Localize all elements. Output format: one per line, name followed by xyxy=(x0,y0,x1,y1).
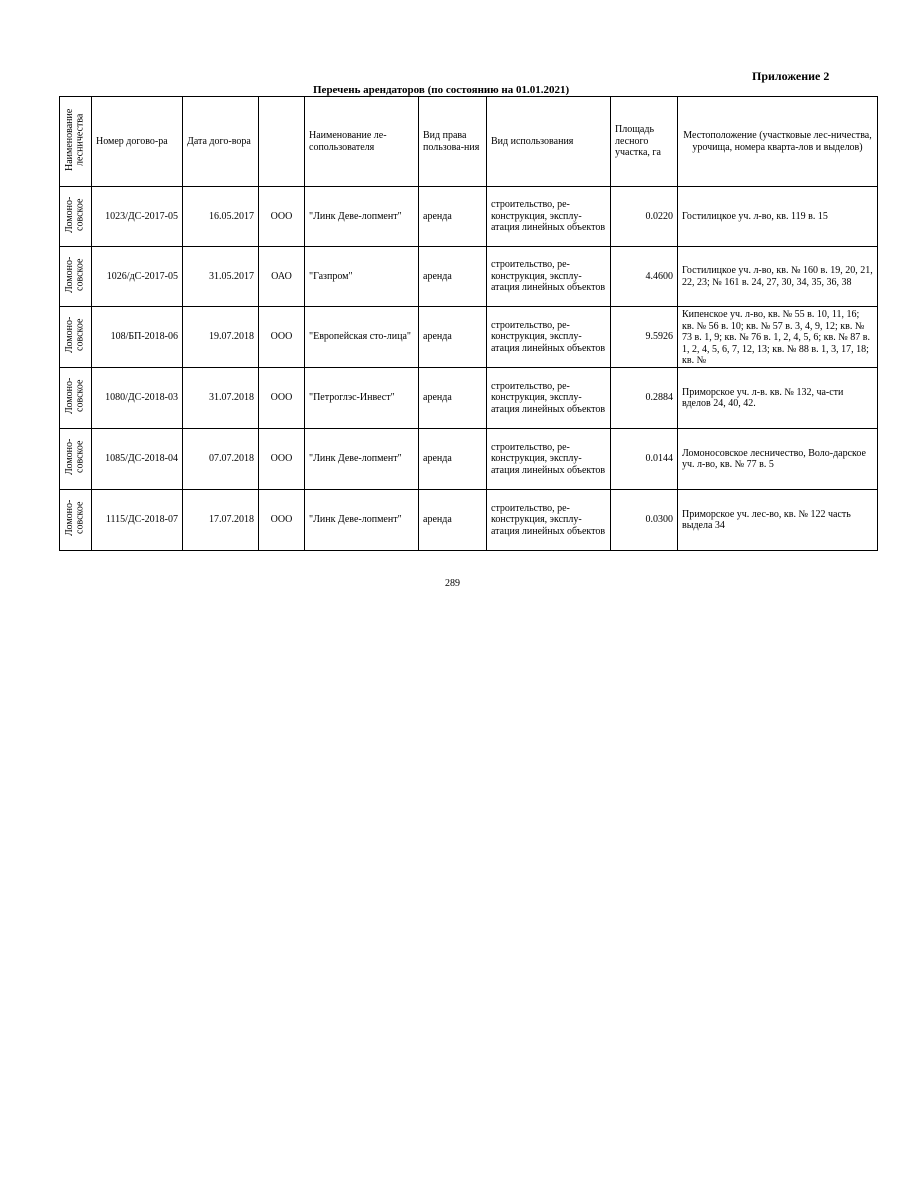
cell-forestry: Ломоно-совское xyxy=(60,368,92,429)
cell-use-type: строительство, ре-конструкция, эксплу-атация линейных объектов xyxy=(487,429,611,490)
cell-area: 0.0144 xyxy=(611,429,678,490)
cell-use-type: строительство, ре-конструкция, эксплу-атация линейных объектов xyxy=(487,490,611,551)
cell-use-type: строительство, ре-конструкция, эксплу-атация линейных объектов xyxy=(487,247,611,307)
cell-user-name: "Газпром" xyxy=(305,247,419,307)
table-row xyxy=(60,307,878,368)
location-clipped-text: Кипенское уч. л-во, кв. № 55 в. 10, 11, 16; кв. № 56 в. 10; кв. № 57 в. 3, 4, 9, 12; кв. № 73 в. 1, 9; кв. № 76 в. 1, 2, 4, 5, 6; кв. № 87 в. 1, 2, 4, 5, 6, 7, 12, 13; кв. № 88 в. 1, 3, 17, 18; кв. № xyxy=(682,309,870,365)
header-use-type: Вид использования xyxy=(487,97,611,187)
cell-right-type: аренда xyxy=(419,368,487,429)
cell-contract-no: 108/БП-2018-06 xyxy=(92,307,183,368)
cell-contract-no: 1085/ДС-2018-04 xyxy=(92,429,183,490)
cell-user-name: "Линк Деве-лопмент" xyxy=(305,187,419,247)
header-contract-date: Дата дого-вора xyxy=(183,97,259,187)
cell-org-form: ООО xyxy=(259,429,305,490)
header-user-name: Наименование ле-сопользователя xyxy=(305,97,419,187)
cell-forestry: Ломоно-совское xyxy=(60,247,92,307)
cell-contract-no: 1023/ДС-2017-05 xyxy=(92,187,183,247)
appendix-label: Приложение 2 xyxy=(752,69,830,83)
cell-forestry: Ломоно-совское xyxy=(60,307,92,368)
cell-contract-no: 1080/ДС-2018-03 xyxy=(92,368,183,429)
cell-right-type: аренда xyxy=(419,187,487,247)
cell-contract-date: 31.07.2018 xyxy=(183,368,259,429)
cell-use-type: строительство, ре-конструкция, эксплу-атация линейных объектов xyxy=(487,368,611,429)
table-row xyxy=(60,187,878,247)
cell-user-name: "Петроглэс-Инвест" xyxy=(305,368,419,429)
cell-contract-no: 1026/дС-2017-05 xyxy=(92,247,183,307)
cell-forestry: Ломоно-совское xyxy=(60,490,92,551)
cell-org-form: ООО xyxy=(259,307,305,368)
cell-user-name: "Линк Деве-лопмент" xyxy=(305,429,419,490)
header-forestry: Наименование лесничества xyxy=(60,97,92,187)
cell-location: Ломоносовское лесничество, Воло-дарское уч. л-во, кв. № 77 в. 5 xyxy=(678,429,878,490)
header-right-type: Вид права пользова-ния xyxy=(419,97,487,187)
cell-user-name: "Европейская сто-лица" xyxy=(305,307,419,368)
header-row xyxy=(60,97,878,187)
cell-use-type: строительство, ре-конструкция, эксплу-атация линейных объектов xyxy=(487,307,611,368)
cell-area: 4.4600 xyxy=(611,247,678,307)
cell-user-name: "Линк Деве-лопмент" xyxy=(305,490,419,551)
cell-org-form: ООО xyxy=(259,490,305,551)
document-title: Перечень арендаторов (по состоянию на 01.01.2021) xyxy=(313,84,570,96)
cell-contract-date: 31.05.2017 xyxy=(183,247,259,307)
cell-org-form: ООО xyxy=(259,368,305,429)
cell-contract-date: 19.07.2018 xyxy=(183,307,259,368)
cell-use-type: строительство, ре-конструкция, эксплу-атация линейных объектов xyxy=(487,187,611,247)
cell-forestry: Ломоно-совское xyxy=(60,187,92,247)
table-row xyxy=(60,429,878,490)
page-number: 289 xyxy=(445,578,460,589)
cell-location: Гостилицкое уч. л-во, кв. 119 в. 15 xyxy=(678,187,878,247)
cell-contract-date: 07.07.2018 xyxy=(183,429,259,490)
cell-location: Приморское уч. лес-во, кв. № 122 часть выдела 34 xyxy=(678,490,878,551)
cell-contract-date: 16.05.2017 xyxy=(183,187,259,247)
cell-right-type: аренда xyxy=(419,307,487,368)
cell-area: 0.0220 xyxy=(611,187,678,247)
cell-area: 0.2884 xyxy=(611,368,678,429)
cell-location: Гостилицкое уч. л-во, кв. № 160 в. 19, 20, 21, 22, 23; № 161 в. 24, 27, 30, 34, 35, 36, 38 xyxy=(678,247,878,307)
cell-org-form: ООО xyxy=(259,187,305,247)
cell-org-form: ОАО xyxy=(259,247,305,307)
header-area: Площадь лесного участка, га xyxy=(611,97,678,187)
cell-location: Приморское уч. л-в. кв. № 132, ча-сти вделов 24, 40, 42. xyxy=(678,368,878,429)
cell-location xyxy=(678,307,878,368)
tenants-table xyxy=(59,96,878,551)
table-row xyxy=(60,368,878,429)
cell-forestry: Ломоно-совское xyxy=(60,429,92,490)
cell-right-type: аренда xyxy=(419,490,487,551)
cell-right-type: аренда xyxy=(419,247,487,307)
cell-contract-date: 17.07.2018 xyxy=(183,490,259,551)
cell-contract-no: 1115/ДС-2018-07 xyxy=(92,490,183,551)
header-contract-no: Номер догово-ра xyxy=(92,97,183,187)
cell-area: 0.0300 xyxy=(611,490,678,551)
header-location: Местоположение (участковые лес-ничества, урочища, номера кварта-лов и выделов) xyxy=(678,97,878,187)
cell-area: 9.5926 xyxy=(611,307,678,368)
table-row xyxy=(60,490,878,551)
header-org-form xyxy=(259,97,305,187)
cell-right-type: аренда xyxy=(419,429,487,490)
table-row xyxy=(60,247,878,307)
